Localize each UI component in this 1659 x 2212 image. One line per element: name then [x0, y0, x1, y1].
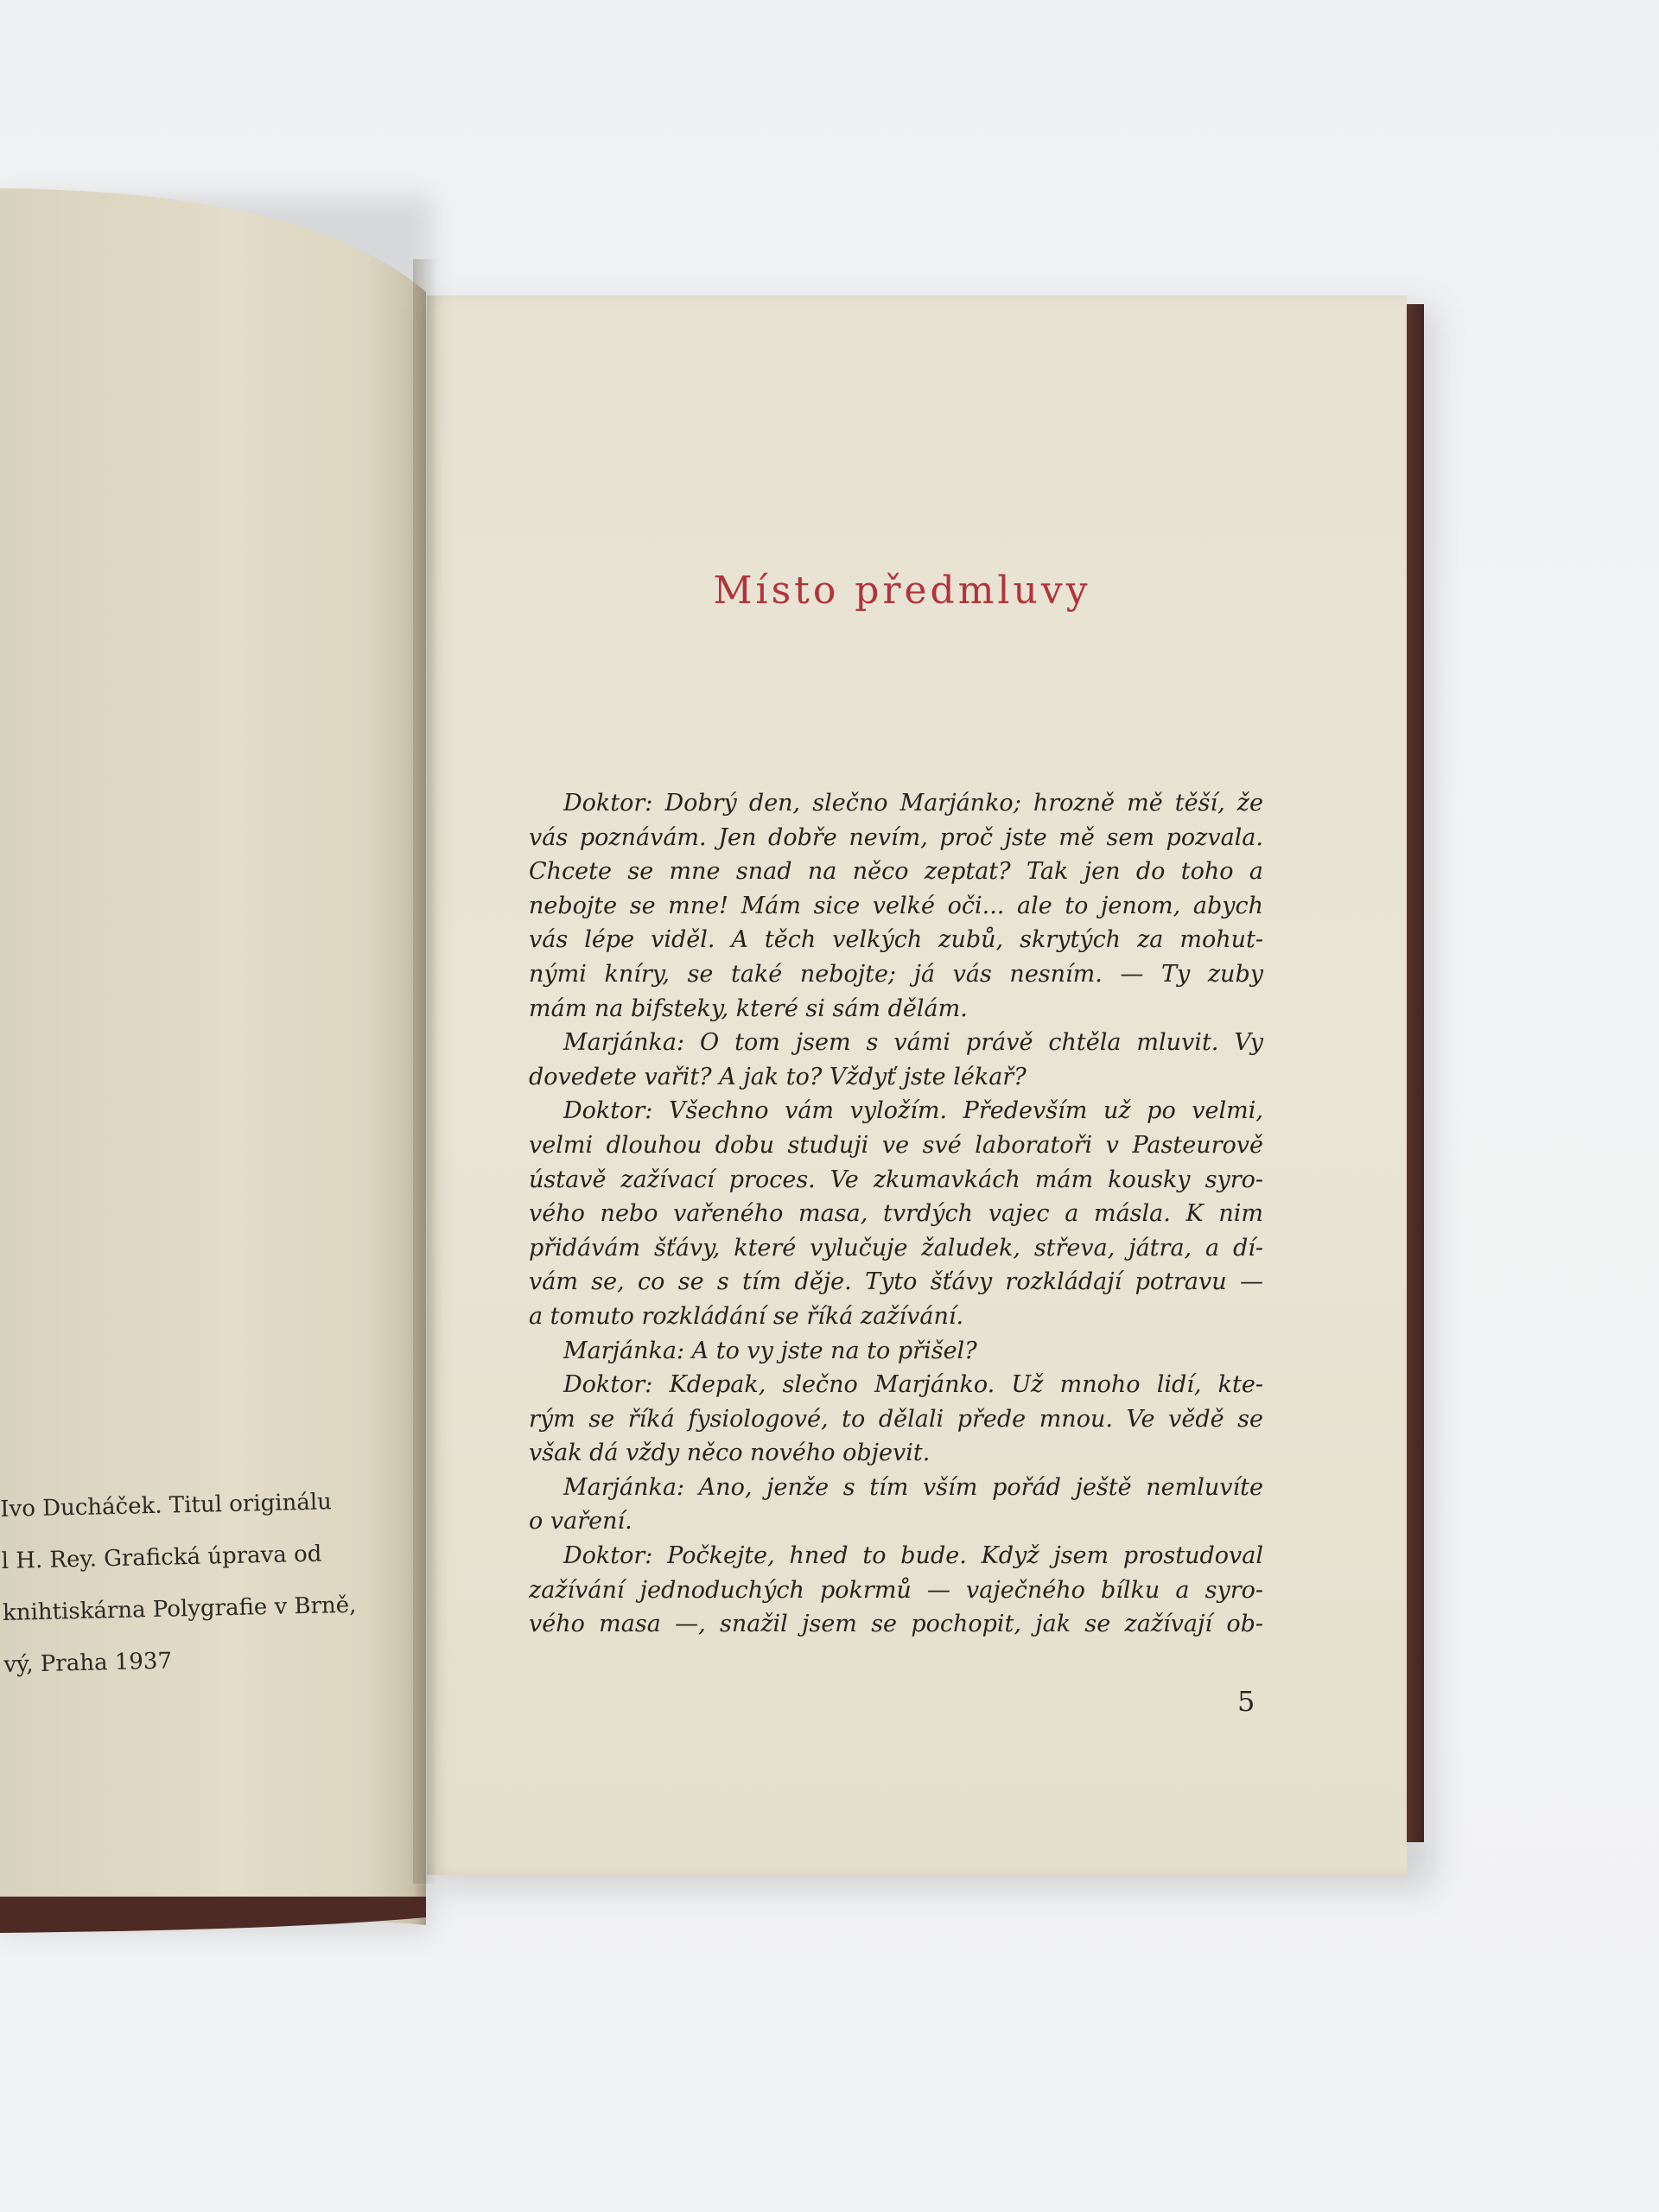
text-line: vého nebo vařeného masa, tvrdých vajec a másla. K nim [529, 1200, 1263, 1228]
text-line: nými kníry, se také nebojte; já vás nesním. — Ty zuby [529, 960, 1263, 988]
text-line: nebojte se mne! Mám sice velké oči... ale to jenom, abych [529, 892, 1263, 919]
page-body-text [529, 786, 1263, 1642]
text-line: Doktor: Dobrý den, slečno Marjánko; hrozně mě těší, že [563, 790, 1263, 817]
text-line: vás lépe viděl. A těch velkých zubů, skrytých za mohut- [529, 926, 1263, 954]
text-line: o vaření. [529, 1508, 632, 1535]
text-line: Marjánka: A to vy jste na to přišel? [563, 1337, 977, 1364]
imprint-line: l H. Rey. Grafická úprava od [1, 1541, 322, 1574]
imprint-line: vý, Praha 1937 [3, 1648, 173, 1678]
text-line: Marjánka: O tom jsem s vámi právě chtěla mluvit. Vy [563, 1029, 1263, 1057]
text-line: vám se, co se s tím děje. Tyto šťávy rozkládají potravu — [529, 1268, 1263, 1296]
text-line: ústavě zažívací proces. Ve zkumavkách mám kousky syro- [529, 1166, 1263, 1193]
text-line: však dá vždy něco nového objevit. [529, 1440, 931, 1467]
text-line: velmi dlouhou dobu studuji ve své laboratoři v Pasteurově [529, 1131, 1263, 1159]
imprint-line: knihtiskárna Polygrafie v Brně, [2, 1592, 357, 1626]
text-line: Doktor: Všechno vám vyložím. Především už po velmi, [563, 1097, 1263, 1125]
text-line: přidávám šťávy, které vylučuje žaludek, střeva, játra, a dí- [529, 1234, 1263, 1262]
text-line: vás poznávám. Jen dobře nevím, proč jste mě sem pozvala. [529, 823, 1263, 851]
text-line: vého masa —, snažil jsem se pochopit, jak se zažívají ob- [529, 1611, 1263, 1638]
imprint-line: Ivo Ducháček. Titul originálu [0, 1489, 333, 1522]
text-line: mám na bifsteky, které si sám dělám. [529, 995, 968, 1022]
left-page-imprint [0, 1487, 410, 1704]
text-line: Chcete se mne snad na něco zeptat? Tak jen do toho a [529, 858, 1263, 886]
text-line: rým se říká fysiologové, to dělali přede mnou. Ve vědě se [529, 1405, 1263, 1433]
text-line: dovedete vařit? A jak to? Vždyť jste lékař? [529, 1063, 1027, 1090]
text-line: Doktor: Kdepak, slečno Marjánko. Už mnoho lidí, kte- [563, 1371, 1263, 1399]
book-gutter [413, 259, 437, 1884]
page-number: 5 [1237, 1685, 1255, 1718]
text-line: Marjánka: Ano, jenže s tím vším pořád ještě nemluvíte [563, 1473, 1263, 1501]
text-line: a tomuto rozkládání se říká zažívání. [529, 1302, 964, 1330]
text-line: zažívání jednoduchých pokrmů — vaječného bílku a syro- [529, 1576, 1263, 1604]
text-line: Doktor: Počkejte, hned to bude. Když jsem prostudoval [563, 1542, 1263, 1570]
chapter-title: Místo předmluvy [713, 569, 1091, 613]
